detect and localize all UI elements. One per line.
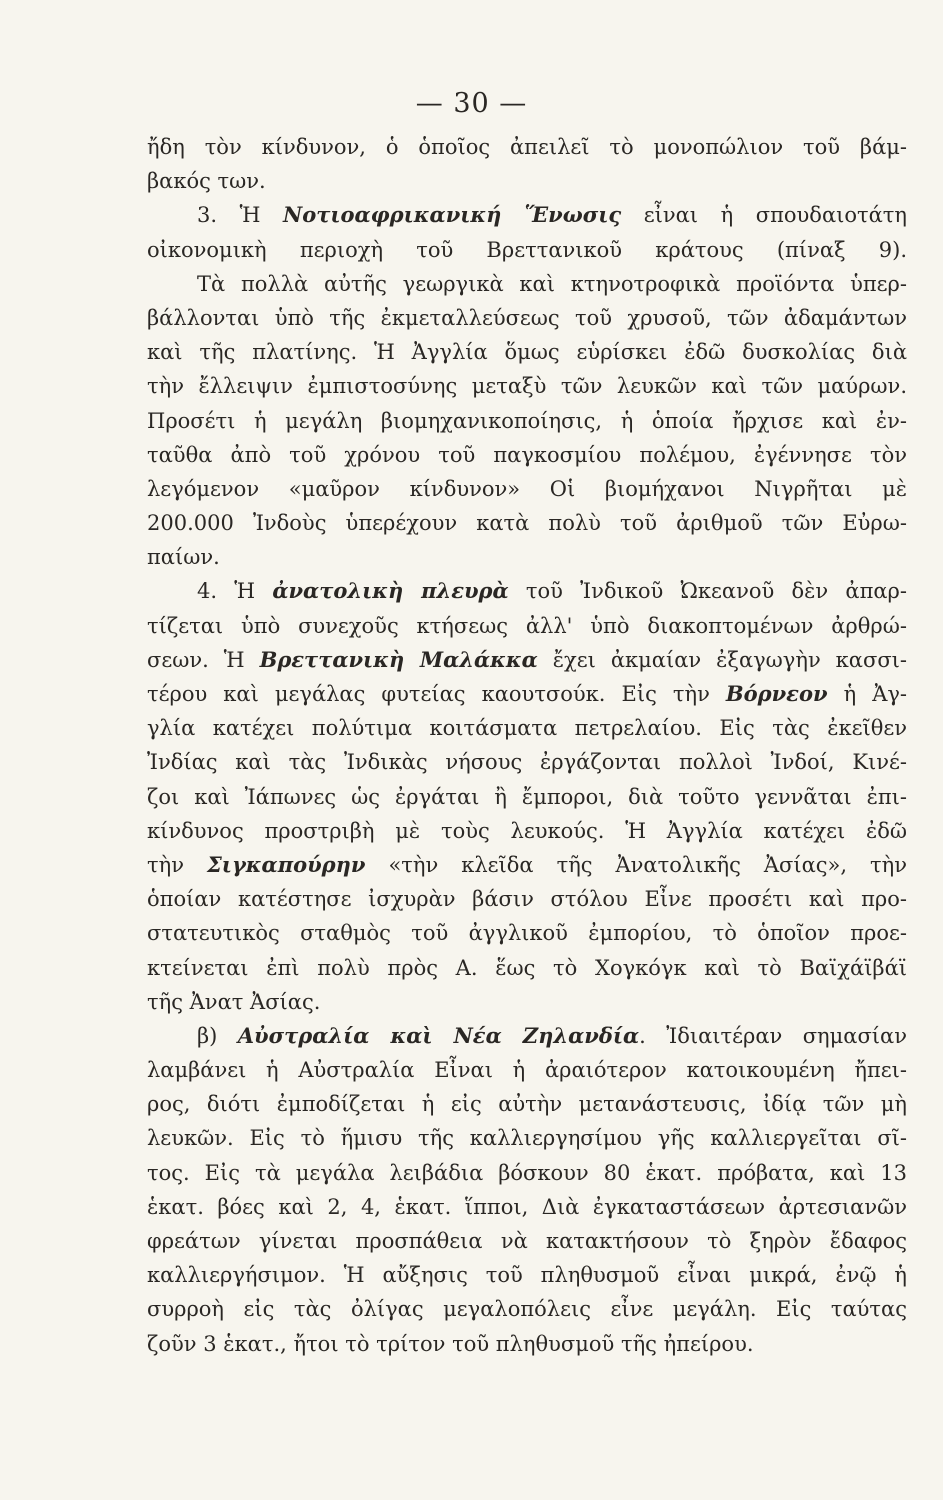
text-segment: λαμβάνει ἡ Αὐστραλία Εἶναι ἡ ἀραιότερον κατοικουμένη ἤπει-: [147, 1058, 907, 1083]
text-segment: Τὰ πολλὰ αὐτῆς γεωργικὰ καὶ κτηνοτροφικὰ προϊόντα ὑπερ-: [197, 271, 907, 296]
text-line: [147, 985, 907, 1019]
text-segment: στατευτικὸς σταθμὸς τοῦ ἀγγλικοῦ ἐμπορίου, τὸ ὁποῖον προε-: [147, 921, 907, 946]
body-text: [147, 130, 907, 1361]
text-line: [147, 951, 907, 985]
text-segment: ἑκατ. βόες καὶ 2, 4, ἑκατ. ἵπποι, Διὰ ἐγκαταστάσεων ἀρτεσιανῶν: [147, 1194, 907, 1219]
text-line: [147, 506, 907, 540]
text-line: [147, 438, 907, 472]
text-segment: καλλιεργήσιμον. Ἡ αὔξησις τοῦ πληθυσμοῦ εἶναι μικρά, ἐνῷ ἡ: [147, 1263, 907, 1288]
text-segment: καὶ τῆς πλατίνης. Ἡ Ἀγγλία ὅμως εὑρίσκει ἐδῶ δυσκολίας διὰ: [147, 340, 907, 365]
text-segment: 3.: [197, 203, 240, 228]
text-segment: γλία κατέχει πολύτιμα κοιτάσματα πετρελαίου. Εἰς τὰς ἐκεῖθεν: [147, 716, 907, 741]
text-segment: τίζεται ὑπὸ συνεχοῦς κτήσεως ἀλλ' ὑπὸ διακοπτομένων ἀρθρώ-: [147, 613, 907, 638]
text-line: [147, 404, 907, 438]
text-line: [147, 780, 907, 814]
text-segment: ὁποίαν κατέστησε ἰσχυρὰν βάσιν στόλου Εἶνε προσέτι καὶ προ-: [147, 887, 907, 912]
text-line: [147, 609, 907, 643]
text-line: [147, 916, 907, 950]
text-line: [147, 369, 907, 403]
text-segment: βακός των.: [147, 169, 266, 194]
text-segment: τοῦ Ἰνδικοῦ Ὠκεανοῦ δὲν ἀπαρ-: [508, 579, 907, 604]
text-segment: λεγόμενον «μαῦρον κίνδυνον» Οἱ βιομήχανοι Νιγρῆται μὲ: [147, 476, 907, 501]
emphasized-term: Αὐστραλία καὶ Νέα Ζηλανδία: [237, 1022, 640, 1048]
text-line: [147, 540, 907, 574]
text-segment: ρος, διότι ἐμποδίζεται ἡ εἰς αὐτὴν μετανάστευσις, ἰδίᾳ τῶν μὴ: [147, 1092, 907, 1117]
text-line: [147, 711, 907, 745]
text-line: [147, 301, 907, 335]
text-line: [147, 1087, 907, 1121]
text-segment: β): [197, 1023, 238, 1048]
text-line: [147, 574, 907, 608]
text-line: [147, 643, 907, 677]
text-segment: εἶναι ἡ σπουδαιοτάτη: [621, 203, 907, 228]
text-segment: κίνδυνος προστριβὴ μὲ τοὺς λευκούς. Ἡ Ἀγγλία κατέχει ἐδῶ: [147, 818, 907, 843]
text-segment: 200.000 Ἰνδοὺς ὑπερέχουν κατὰ πολὺ τοῦ ἀριθμοῦ τῶν Εὐρω-: [147, 511, 907, 536]
text-line: [147, 198, 907, 232]
text-segment: παίων.: [147, 545, 220, 570]
text-line: [147, 335, 907, 369]
emphasized-term: ἀνατολικὴ πλευρὰ: [272, 578, 509, 604]
text-segment: φρεάτων γίνεται προσπάθεια νὰ κατακτήσουν τὸ ξηρὸν ἔδαφος: [147, 1229, 907, 1253]
text-segment: σεων. Ἡ: [147, 647, 260, 672]
text-line: [147, 1292, 907, 1326]
text-line: [147, 1258, 907, 1292]
text-line: [147, 814, 907, 848]
text-line: [147, 1156, 907, 1190]
text-segment: Ἰνδίας καὶ τὰς Ἰνδικὰς νήσους ἐργάζονται πολλοὶ Ἰνδοί, Κινέ-: [147, 750, 907, 775]
emphasized-term: Βρεττανικὴ Μαλάκκα: [259, 646, 538, 672]
page-number: — 30 —: [415, 88, 528, 119]
text-segment: 4. Ἡ: [197, 579, 273, 604]
text-line: [147, 472, 907, 506]
text-line: [147, 882, 907, 916]
text-segment: κτείνεται ἐπὶ πολὺ πρὸς Α. ἕως τὸ Χογκόγκ καὶ τὸ Βαϊχάϊβάϊ: [147, 955, 907, 980]
text-line: [147, 1327, 907, 1361]
text-segment: τῆς Ἀνατ Ἀσίας.: [147, 989, 321, 1014]
text-segment: οἰκονομικὴ περιοχὴ τοῦ Βρεττανικοῦ κράτους (πίναξ 9).: [147, 237, 907, 262]
text-line: [147, 164, 907, 198]
text-segment: ἤδη τὸν κίνδυνον, ὁ ὁποῖος ἀπειλεῖ τὸ μονοπώλιον τοῦ βάμ-: [147, 135, 907, 159]
text-line: [147, 1224, 907, 1258]
text-segment: τὴν: [147, 852, 207, 877]
text-line: [147, 1053, 907, 1087]
emphasized-term: Σιγκαπούρην: [206, 851, 366, 877]
text-segment: Προσέτι ἡ μεγάλη βιομηχανικοποίησις, ἡ ὁποία ἤρχισε καὶ ἐν-: [147, 408, 907, 433]
text-line: [147, 1190, 907, 1224]
text-segment: ἔχει ἀκμαίαν ἐξαγωγὴν κασσι-: [537, 647, 907, 672]
emphasized-term: Νοτιοαφρικανική Ἕνωσις: [283, 202, 622, 228]
text-segment: . Ἰδιαιτέραν σημασίαν: [639, 1023, 907, 1048]
text-segment: ζοι καὶ Ἰάπωνες ὡς ἐργάται ἢ ἔμποροι, διὰ τοῦτο γεννᾶται ἐπι-: [147, 784, 907, 809]
text-segment: λευκῶν. Εἰς τὸ ἥμισυ τῆς καλλιεργησίμου γῆς καλλιεργεῖται σῖ-: [147, 1126, 907, 1151]
text-line: [147, 677, 907, 711]
text-segment: ταῦθα ἀπὸ τοῦ χρόνου τοῦ παγκοσμίου πολέμου, ἐγέννησε τὸν: [147, 442, 907, 467]
text-segment: τὴν ἔλλειψιν ἐμπιστοσύνης μεταξὺ τῶν λευκῶν καὶ τῶν μαύρων.: [147, 374, 907, 399]
text-line: [147, 745, 907, 779]
text-line: [147, 130, 907, 164]
text-line: [147, 1121, 907, 1155]
text-line: [147, 267, 907, 301]
text-segment: ζοῦν 3 ἑκατ., ἤτοι τὸ τρίτον τοῦ πληθυσμοῦ τῆς ἠπείρου.: [147, 1331, 754, 1356]
text-segment: συρροὴ εἰς τὰς ὀλίγας μεγαλοπόλεις εἶνε μεγάλη. Εἰς ταύτας: [147, 1297, 907, 1322]
text-line: [147, 1019, 907, 1053]
text-segment: βάλλονται ὑπὸ τῆς ἐκμεταλλεύσεως τοῦ χρυσοῦ, τῶν ἀδαμάντων: [147, 305, 907, 330]
text-segment: τέρου καὶ μεγάλας φυτείας καουτσούκ. Εἰς τὴν: [147, 682, 726, 706]
text-segment: τος. Εἰς τὰ μεγάλα λειβάδια βόσκουν 80 ἑκατ. πρόβατα, καὶ 13: [147, 1160, 907, 1185]
text-segment: Ἡ: [239, 203, 284, 228]
text-line: [147, 233, 907, 267]
emphasized-term: Βόρνεον: [725, 681, 828, 706]
text-line: [147, 848, 907, 882]
text-segment: «τὴν κλεῖδα τῆς Ἀνατολικῆς Ἀσίας», τὴν: [365, 852, 907, 877]
text-segment: ἡ Ἀγ-: [827, 682, 907, 706]
